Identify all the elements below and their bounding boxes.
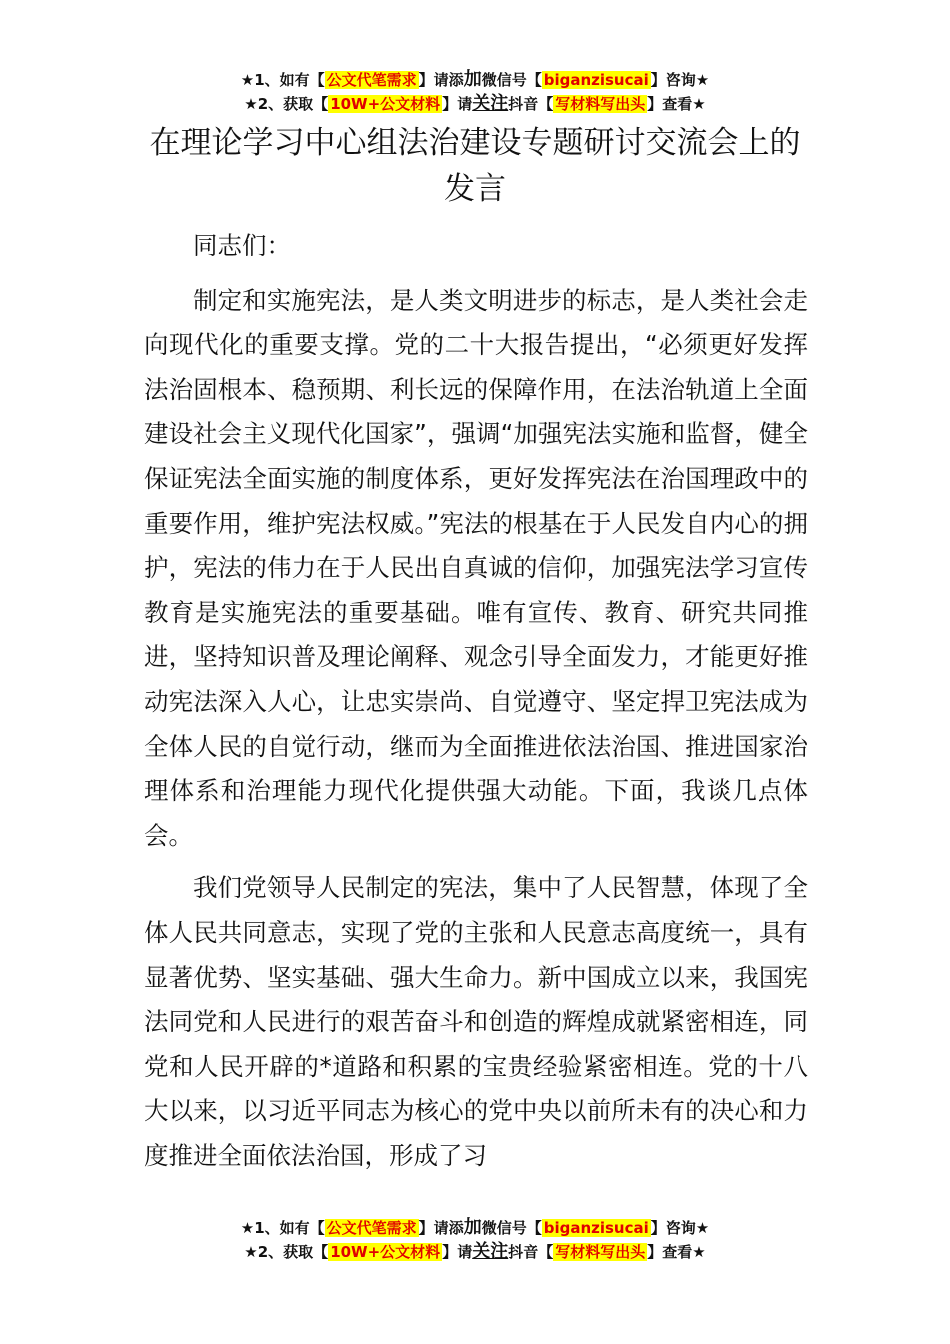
highlight-service: 公文代笔需求 bbox=[326, 71, 417, 89]
highlight-wechat-id: biganzisucai bbox=[543, 71, 649, 89]
document-title: 在理论学习中心组法治建设专题研讨交流会上的发言 bbox=[149, 125, 801, 207]
promo-line-2: ★2、获取【 10W+公文材料 】请关注抖音【 写材料写出头 】查看★ bbox=[244, 93, 706, 114]
document-body bbox=[144, 224, 808, 1186]
paragraph-2: 我们党领导人民制定的宪法，集中了人民智慧，体现了全体人民共同意志，实现了党的主张和人民意志高度统一，具有显著优势、坚实基础、强大生命力。新中国成立以来，我国宪法同党和人民进行的艰苦奋斗和创造的辉煌成就紧密相连，同党和人民开辟的*道路和积累的宝贵经验紧密相连。党的十八大以来，以习近平同志为核心的党中央以前所未有的决心和力度推进全面依法治国，形成了习 bbox=[144, 873, 808, 1170]
paragraph-1: 制定和实施宪法，是人类文明进步的标志，是人类社会走向现代化的重要支撑。党的二十大报告提出，“必须更好发挥法治固根本、稳预期、利长远的保障作用，在法治轨道上全面建设社会主义现代化国家”，强调“加强宪法实施和监督，健全保证宪法全面实施的制度体系，更好发挥宪法在治国理政中的重要作用，维护宪法权威。”宪法的根基在于人民发自内心的拥护，宪法的伟力在于人民出自真诚的信仰，加强宪法学习宣传教育是实施宪法的重要基础。唯有宣传、教育、研究共同推进，坚持知识普及理论阐释、观念引导全面发力，才能更好推动宪法深入人心，让忠实崇尚、自觉遵守、坚定捍卫宪法成为全体人民的自觉行动，继而为全面推进依法治国、推进国家治理体系和治理能力现代化提供强大动能。下面，我谈几点体会。 bbox=[144, 285, 808, 850]
greeting: 同志们： bbox=[193, 231, 291, 260]
highlight-douyin-account: 写材料写出头 bbox=[555, 1243, 646, 1261]
highlight-wechat-id: biganzisucai bbox=[543, 1219, 649, 1237]
promo-line-1: ★1、如有【 公文代笔需求 】请添加微信号【 biganzisucai 】咨询★ bbox=[240, 1217, 710, 1238]
promo-line-1: ★1、如有【 公文代笔需求 】请添加微信号【 biganzisucai 】咨询★ bbox=[240, 69, 710, 90]
highlight-materials: 10W+公文材料 bbox=[330, 1243, 441, 1261]
highlight-materials: 10W+公文材料 bbox=[330, 95, 441, 113]
highlight-service: 公文代笔需求 bbox=[326, 1219, 417, 1237]
header-promo-banner bbox=[0, 68, 950, 116]
highlight-douyin-account: 写材料写出头 bbox=[555, 95, 646, 113]
footer-promo-banner bbox=[0, 1216, 950, 1264]
promo-line-2: ★2、获取【 10W+公文材料 】请关注抖音【 写材料写出头 】查看★ bbox=[244, 1241, 706, 1262]
